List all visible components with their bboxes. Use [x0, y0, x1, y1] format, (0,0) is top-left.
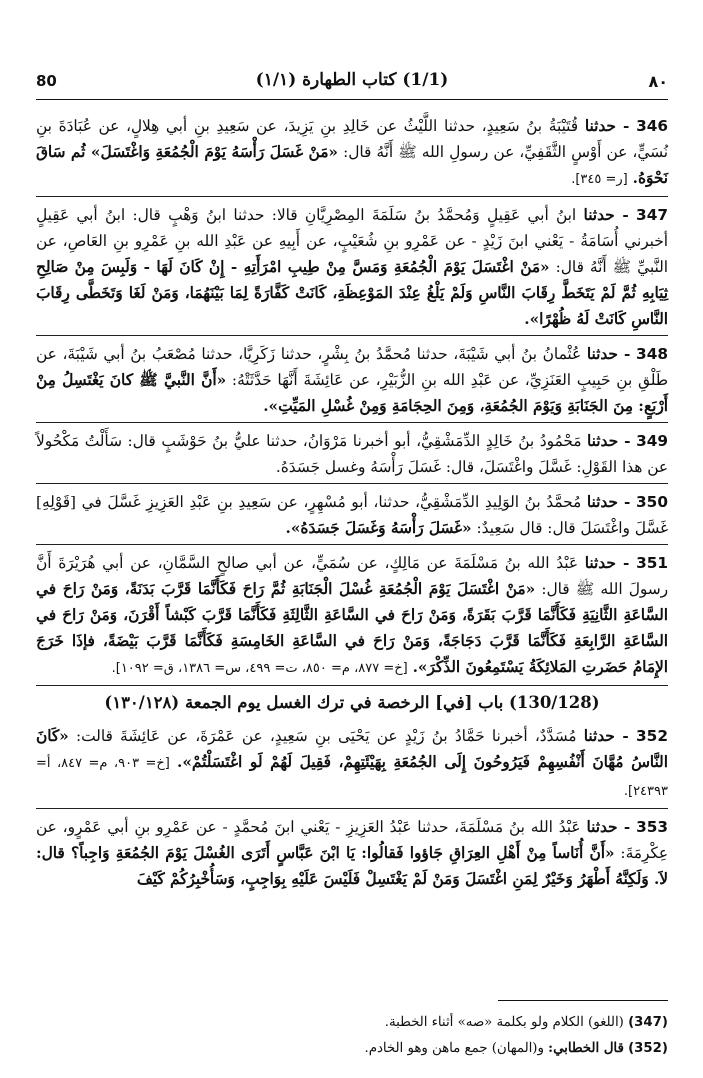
hadith-350: [36, 484, 668, 545]
hadith-number: 346: [636, 117, 668, 135]
hadith-349: [36, 423, 668, 484]
hadith-isnad: مَحْمُودُ بنُ خَالِدٍ الدِّمَشْقِيُّ، أبو أخبرنا مَرْوَانُ، حدثنا عليُّ بنُ حَوْشَبٍ قال: سَأَلْتُ مَكْحُولاً عن هذا القَوْلِ: غَسَّلَ واغْتَسَلَ، قال: غَسَلَ رَأْسَهُ وغسل جَسَدَهُ.: [36, 432, 668, 476]
hadith-352: [36, 718, 668, 809]
hadith-number: 349: [636, 432, 668, 450]
hadith-matn: «أَنَّ النَّبيَّ ﷺ كانَ يَغْتَسِلُ مِنْ أَرْبَعٍ: مِنَ الجَنَابَةِ وَيَوْمَ الجُمُعَةِ، وَمِنَ الحِجَامَةِ وَمِنْ غُسْلِ المَيِّتِ».: [36, 371, 668, 415]
hadith-matn: «كَانَ النَّاسُ مُهَّانَ أَنْفُسِهِمْ فَيَرُوحُونَ إِلَى الجُمُعَةِ بِهَيْئَتِهِمْ، فَقِيلَ لَهُمْ لَو اغْتَسَلْتُمْ».: [36, 727, 668, 771]
hadith-lead: - حدثنا: [586, 345, 631, 363]
hadith-number: 351: [636, 554, 668, 572]
hadith-lead: - حدثنا: [587, 432, 631, 450]
hadith-lead: - حدثنا: [584, 554, 630, 572]
footnote-352: [36, 1036, 668, 1062]
main-text: [36, 108, 668, 895]
page-number-latin: 80: [36, 72, 57, 90]
footnote-text: (اللغو) الكلام ولو بكلمة «صه» أثناء الخطبة.: [384, 1015, 624, 1030]
footnote-label: قال الخطابي:: [548, 1041, 624, 1056]
hadith-matn: «مَنْ غَسَلَ رَأْسَهُ يَوْمَ الْجُمُعَةِ وَاغْتَسَلَ» ثُم سَاقَ نَحْوَهُ.: [36, 143, 668, 187]
footnote-text: و(المهان) جمع ماهن وهو الخادم.: [364, 1041, 544, 1056]
hadith-351: [36, 545, 668, 686]
hadith-isnad: مُسَدَّدٌ، أخبرنا حَمَّادُ بنُ زَيْدٍ عن يَحْيَى بنِ سَعِيدٍ، عن عَمْرَةَ، عن عَائِشَةَ قالت:: [76, 727, 577, 745]
hadith-348: [36, 336, 668, 423]
hadith-reference: [ر= ٣٤٥].: [571, 172, 628, 187]
hadith-lead: - حدثنا: [583, 206, 629, 224]
hadith-isnad: عَبْدُ الله بنُ مَسْلَمَةَ، حدثنا عَبْدُ العَزِيزِ - يَعْني ابنَ مُحمَّدٍ - عن عَمْرِو بنِ أبي عَمْرٍو، عن عِكْرِمَةَ:: [36, 818, 668, 862]
footnotes: [36, 1010, 668, 1062]
hadith-isnad: عَبْدُ الله بنُ مَسْلَمَةَ عن مَالِكٍ، عن سُمَيٍّ، عن أبي صالحٍ السَّمَّانِ، عن أبي هُرَيْرَةَ أَنَّ رسولَ الله ﷺ قال:: [36, 554, 668, 598]
hadith-reference: [خ= ٩٠٣، م= ٨٤٧، أ= ٢٤٣٩٣].: [36, 756, 668, 799]
hadith-number: 352: [636, 727, 668, 745]
running-title: (1/1) كتاب الطهارة (١/١): [255, 70, 449, 90]
hadith-number: 353: [636, 818, 668, 836]
hadith-number: 350: [636, 493, 668, 511]
footnote-347: [36, 1010, 668, 1036]
hadith-reference: [خ= ٨٧٧، م= ٨٥٠، ت= ٤٩٩، س= ١٣٨٦، ق= ١٠٩٢].: [111, 661, 408, 676]
page-number-arabic: ٨٠: [648, 72, 668, 91]
chapter-title: (130/128) باب [في] الرخصة في ترك الغسل يوم الجمعة (١٣٠/١٢٨): [104, 693, 600, 712]
hadith-lead: - حدثنا: [586, 493, 631, 511]
hadith-lead: - حدثنا: [583, 727, 629, 745]
hadith-number: 347: [636, 206, 668, 224]
hadith-353: [36, 809, 668, 895]
hadith-isnad: قُتَيْبَةُ بنُ سَعِيدٍ، حدثنا اللَّيْثُ عن خَالِدِ بنِ يَزِيدَ، عن سَعِيدِ بنِ أبي هِلالٍ، عن عُبَادَةَ بنِ نُسَيٍّ، عن أَوْسٍ الثَّقَفِيِّ، عن رسولِ الله ﷺ أَنَّهُ قال:: [36, 117, 668, 161]
hadith-matn: «غَسَلَ رَأْسَهُ وَغَسَلَ جَسَدَهُ».: [285, 519, 472, 537]
hadith-346: [36, 108, 668, 197]
hadith-matn: «أَنَّ أُنَاساً مِنْ أَهْلِ العِرَاقِ جَاؤوا فَقالُوا: يَا ابْنَ عَبَّاسٍ أَتَرَى الغُسْلَ يَوْمَ الجُمُعَةِ وَاجِباً؟ قال: لاَ. وَلَكِنَّهُ أَطْهَرُ وَخَيْرٌ لِمَنِ اغْتَسَلَ وَمَنْ لَمْ يَغْتَسِلْ فَلَيْسَ عَلَيْهِ بِوَاجِبٍ، وَسَأُخْبِرُكُمْ كَيْفَ: [36, 844, 668, 888]
page-header: [36, 68, 668, 102]
footnote-rule: [498, 1000, 668, 1001]
hadith-isnad: ابنُ أبي عَقِيلٍ وَمُحمَّدُ بنُ سَلَمَةَ المِصْرِيَّانِ قالا: حدثنا ابنُ وَهْبٍ قال: ابنُ أبي عَقِيلٍ أخبرني أُسَامَةُ - يَعْني ابنَ زَيْدٍ - عن عَمْرِو بنِ شُعَيْبٍ، عن أَبِيهِ عن عَبْدِ الله بنِ عَمْرِو بنِ العَاصِ، عن النَّبيِّ ﷺ أَنَّهُ قال:: [36, 206, 668, 276]
hadith-isnad: عُثْمانُ بنُ أبي شَيْبَةَ، حدثنا مُحمَّدُ بنُ بِشْرٍ، حدثنا زَكَرِيَّا، حدثنا مُصْعَبُ بنُ أبي شَيْبَةَ، عن طَلْقِ بنِ حَبِيبٍ العَنَزِيِّ، عن عَبْدِ الله بنِ الزُّبَيْرِ، عن عَائِشَةَ أَنَّهَا حَدَّثَتْهُ:: [36, 345, 668, 389]
hadith-number: 348: [636, 345, 668, 363]
hadith-matn: «مَنْ اغْتَسَلَ يَوْمَ الْجُمُعَةِ وَمَسَّ مِنْ طِيبِ امْرَأَتِهِ - إِنْ كَانَ لَهَا - وَلَبِسَ مِنْ صَالِحِ ثِيَابِهِ ثُمَّ لَمْ يَتَخَطَّ رِقَابَ النَّاسِ وَلَمْ يَلْغُ عِنْدَ المَوْعِظَةِ، كَانَتْ كَفَّارَةً لِمَا بَيْنَهُمَا، وَمَنْ لَغَا وَتَخَطَّى رِقَابَ النَّاسِ كَانَتْ لَهُ ظُهْرًا».: [36, 258, 668, 328]
hadith-lead: - حدثنا: [584, 117, 630, 135]
hadith-matn: «مَنْ اغْتَسَلَ يَوْمَ الْجُمُعَةِ غُسْلَ الْجَنَابَةِ ثُمَّ رَاحَ فَكَأَنَّمَا قَرَّبَ بَدَنَةً، وَمَنْ رَاحَ في السَّاعَةِ الثَّانِيَةِ فَكَأَنَّمَا قَرَّبَ بَقَرَةً، وَمَنْ رَاحَ في السَّاعَةِ الثَّالِثَةِ فَكَأَنَّمَا قَرَّبَ كَبْشاً أَقْرَنَ، وَمَنْ رَاحَ في السَّاعَةِ الرَّابِعَةِ فَكَأَنَّمَا قَرَّبَ دَجَاجَةً، وَمَنْ رَاحَ في السَّاعَةِ الخَامِسَةِ فَكَأَنَّمَا قَرَّبَ بَيْضَةً، فإذَا خَرَجَ الإِمَامُ حَضَرتِ المَلائِكَةُ يَسْتَمِعُونَ الذِّكْرَ».: [36, 580, 668, 676]
hadith-lead: - حدثنا: [586, 818, 631, 836]
hadith-347: [36, 197, 668, 336]
footnote-number: (352): [628, 1041, 668, 1056]
footnote-number: (347): [628, 1015, 668, 1030]
header-rule: [36, 99, 668, 100]
hadith-isnad: مُحمَّدُ بنُ الوَلِيدِ الدِّمَشْقِيُّ، حدثنا، أبو مُسْهِرٍ، عن سَعِيدِ بنِ عَبْدِ العَزِيزِ غَسَّلَ في [قَوْلِهِ] غَسَّلَ واغْتَسَلَ قال: قال سَعِيدٌ:: [36, 493, 668, 537]
